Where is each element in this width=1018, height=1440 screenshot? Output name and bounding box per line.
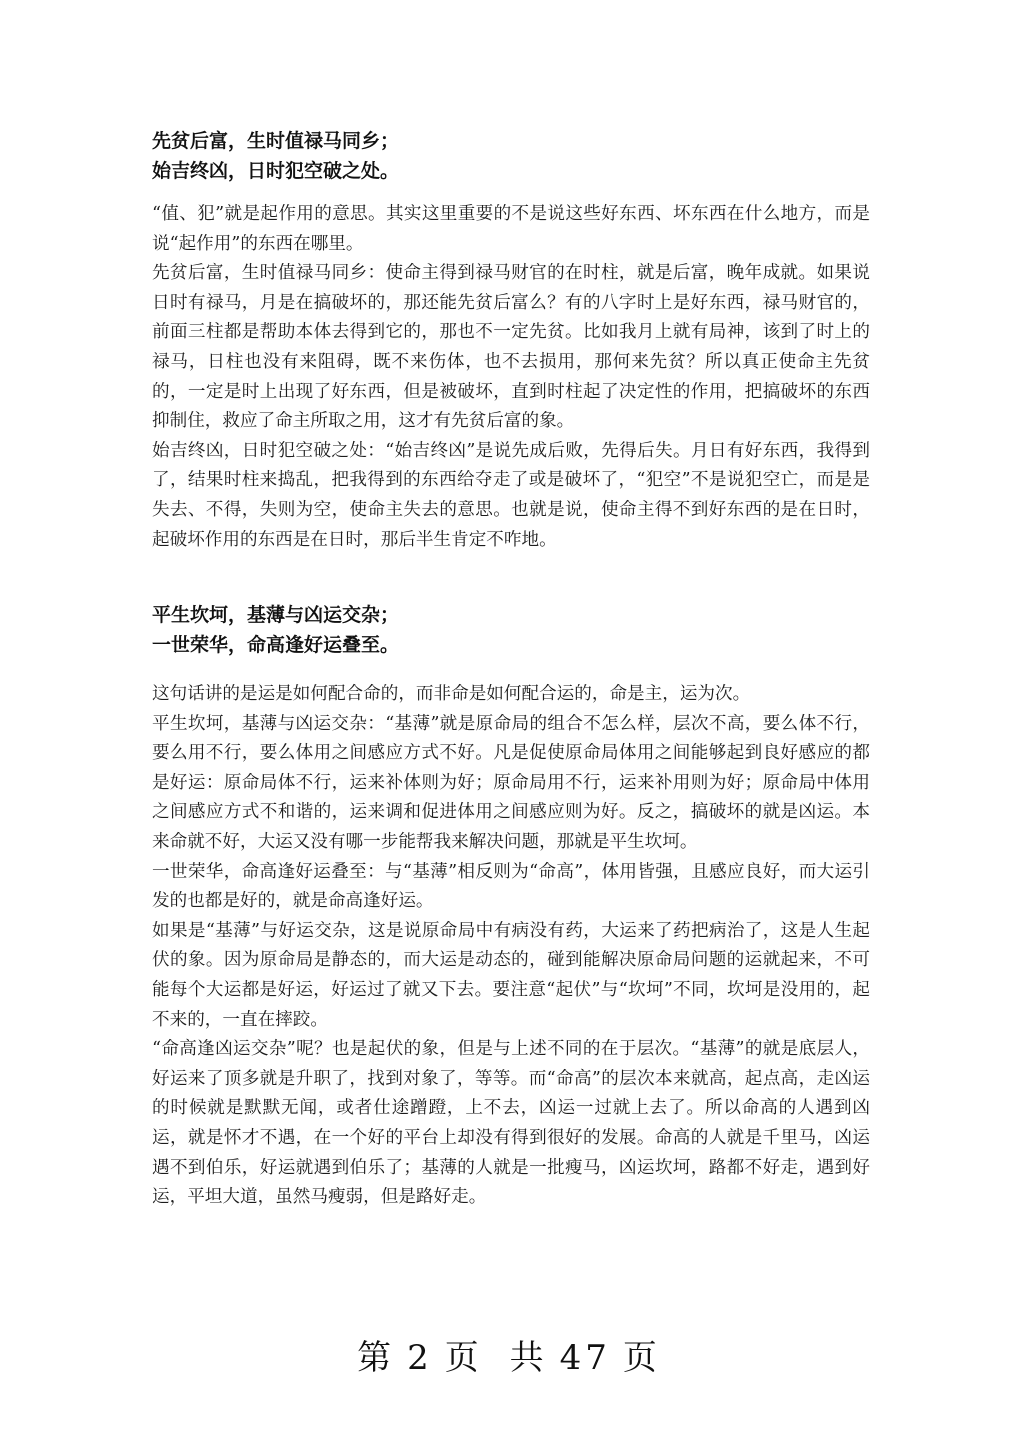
heading-line: 一世荣华，命高逢好运叠至。 [152,634,400,656]
paragraph: 始吉终凶，日时犯空破之处：“始吉终凶”是说先成后败，先得后失。月日有好东西，我得到了，结果时柱来捣乱，把我得到的东西给夺走了或是破坏了，“犯空”不是说犯空亡，而是是失去、不得，失则为空，使命主失去的意思。也就是说，使命主得不到好东西的是在日时，起破坏作用的东西是在日时，那后半生肯定不咋地。 [152,440,870,550]
heading-line: 先贫后富，生时值禄马同乡； [152,130,400,152]
paragraph: “命高逢凶运交杂”呢？也是起伏的象，但是与上述不同的在于层次。“基薄”的就是底层人，好运来了顶多就是升职了，找到对象了，等等。而“命高”的层次本来就高，起点高，走凶运的时候就是默默无闻，或者仕途蹭蹬，上不去，凶运一过就上去了。所以命高的人遇到凶运，就是怀才不遇，在一个好的平台上却没有得到很好的发展。命高的人就是千里马，凶运遇不到伯乐，好运就遇到伯乐了；基薄的人就是一批瘦马，凶运坎坷，路都不好走，遇到好运，平坦大道，虽然马瘦弱，但是路好走。 [152,1039,870,1208]
page-number: 2 [407,1338,433,1378]
page-footer [0,1336,1018,1380]
paragraph: “值、犯”就是起作用的意思。其实这里重要的不是说这些好东西、坏东西在什么地方，而是说“起作用”的东西在哪里。 [152,204,870,254]
page-label-mid: 页 共 [444,1338,548,1378]
page-label-suffix: 页 [622,1338,661,1378]
section-1-heading [152,126,872,186]
total-pages: 47 [559,1338,611,1378]
section-2-heading [152,600,872,660]
paragraph: 平生坎坷，基薄与凶运交杂：“基薄”就是原命局的组合不怎么样，层次不高，要么体不行，要么用不行，要么体用之间感应方式不好。凡是促使原命局体用之间能够起到良好感应的都是好运：原命局体不行，运来补体则为好；原命局用不行，运来补用则为好；原命局中体用之间感应方式不和谐的，运来调和促进体用之间感应则为好。反之，搞破坏的就是凶运。本来命就不好，大运又没有哪一步能帮我来解决问题，那就是平生坎坷。 [152,713,870,852]
page-label-prefix: 第 [357,1338,396,1378]
paragraph: 这句话讲的是运是如何配合命的，而非命是如何配合运的，命是主，运为次。 [152,684,751,704]
paragraph: 如果是“基薄”与好运交杂，这是说原命局中有病没有药，大运来了药把病治了，这是人生起伏的象。因为原命局是静态的，而大运是动态的，碰到能解决原命局问题的运就起来，不可能每个大运都是好运，好运过了就又下去。要注意“起伏”与“坎坷”不同，坎坷是没用的，起不来的，一直在摔跤。 [152,920,870,1030]
section-2-body [152,680,870,1213]
heading-line: 平生坎坷，基薄与凶运交杂； [152,604,400,626]
section-1-body [152,200,870,555]
heading-line: 始吉终凶，日时犯空破之处。 [152,160,400,182]
paragraph: 一世荣华，命高逢好运叠至：与“基薄”相反则为“命高”，体用皆强，且感应良好，而大运引发的也都是好的，就是命高逢好运。 [152,861,870,912]
paragraph: 先贫后富，生时值禄马同乡：使命主得到禄马财官的在时柱，就是后富，晚年成就。如果说日时有禄马，月是在搞破坏的，那还能先贫后富么？有的八字时上是好东西，禄马财官的，前面三柱都是帮助本体去得到它的，那也不一定先贫。比如我月上就有局神，该到了时上的禄马，日柱也没有来阻碍，既不来伤体，也不去损用，那何来先贫？所以真正使命主先贫的，一定是时上出现了好东西，但是被破坏，直到时柱起了决定性的作用，把搞破坏的东西抑制住，救应了命主所取之用，这才有先贫后富的象。 [152,263,870,432]
